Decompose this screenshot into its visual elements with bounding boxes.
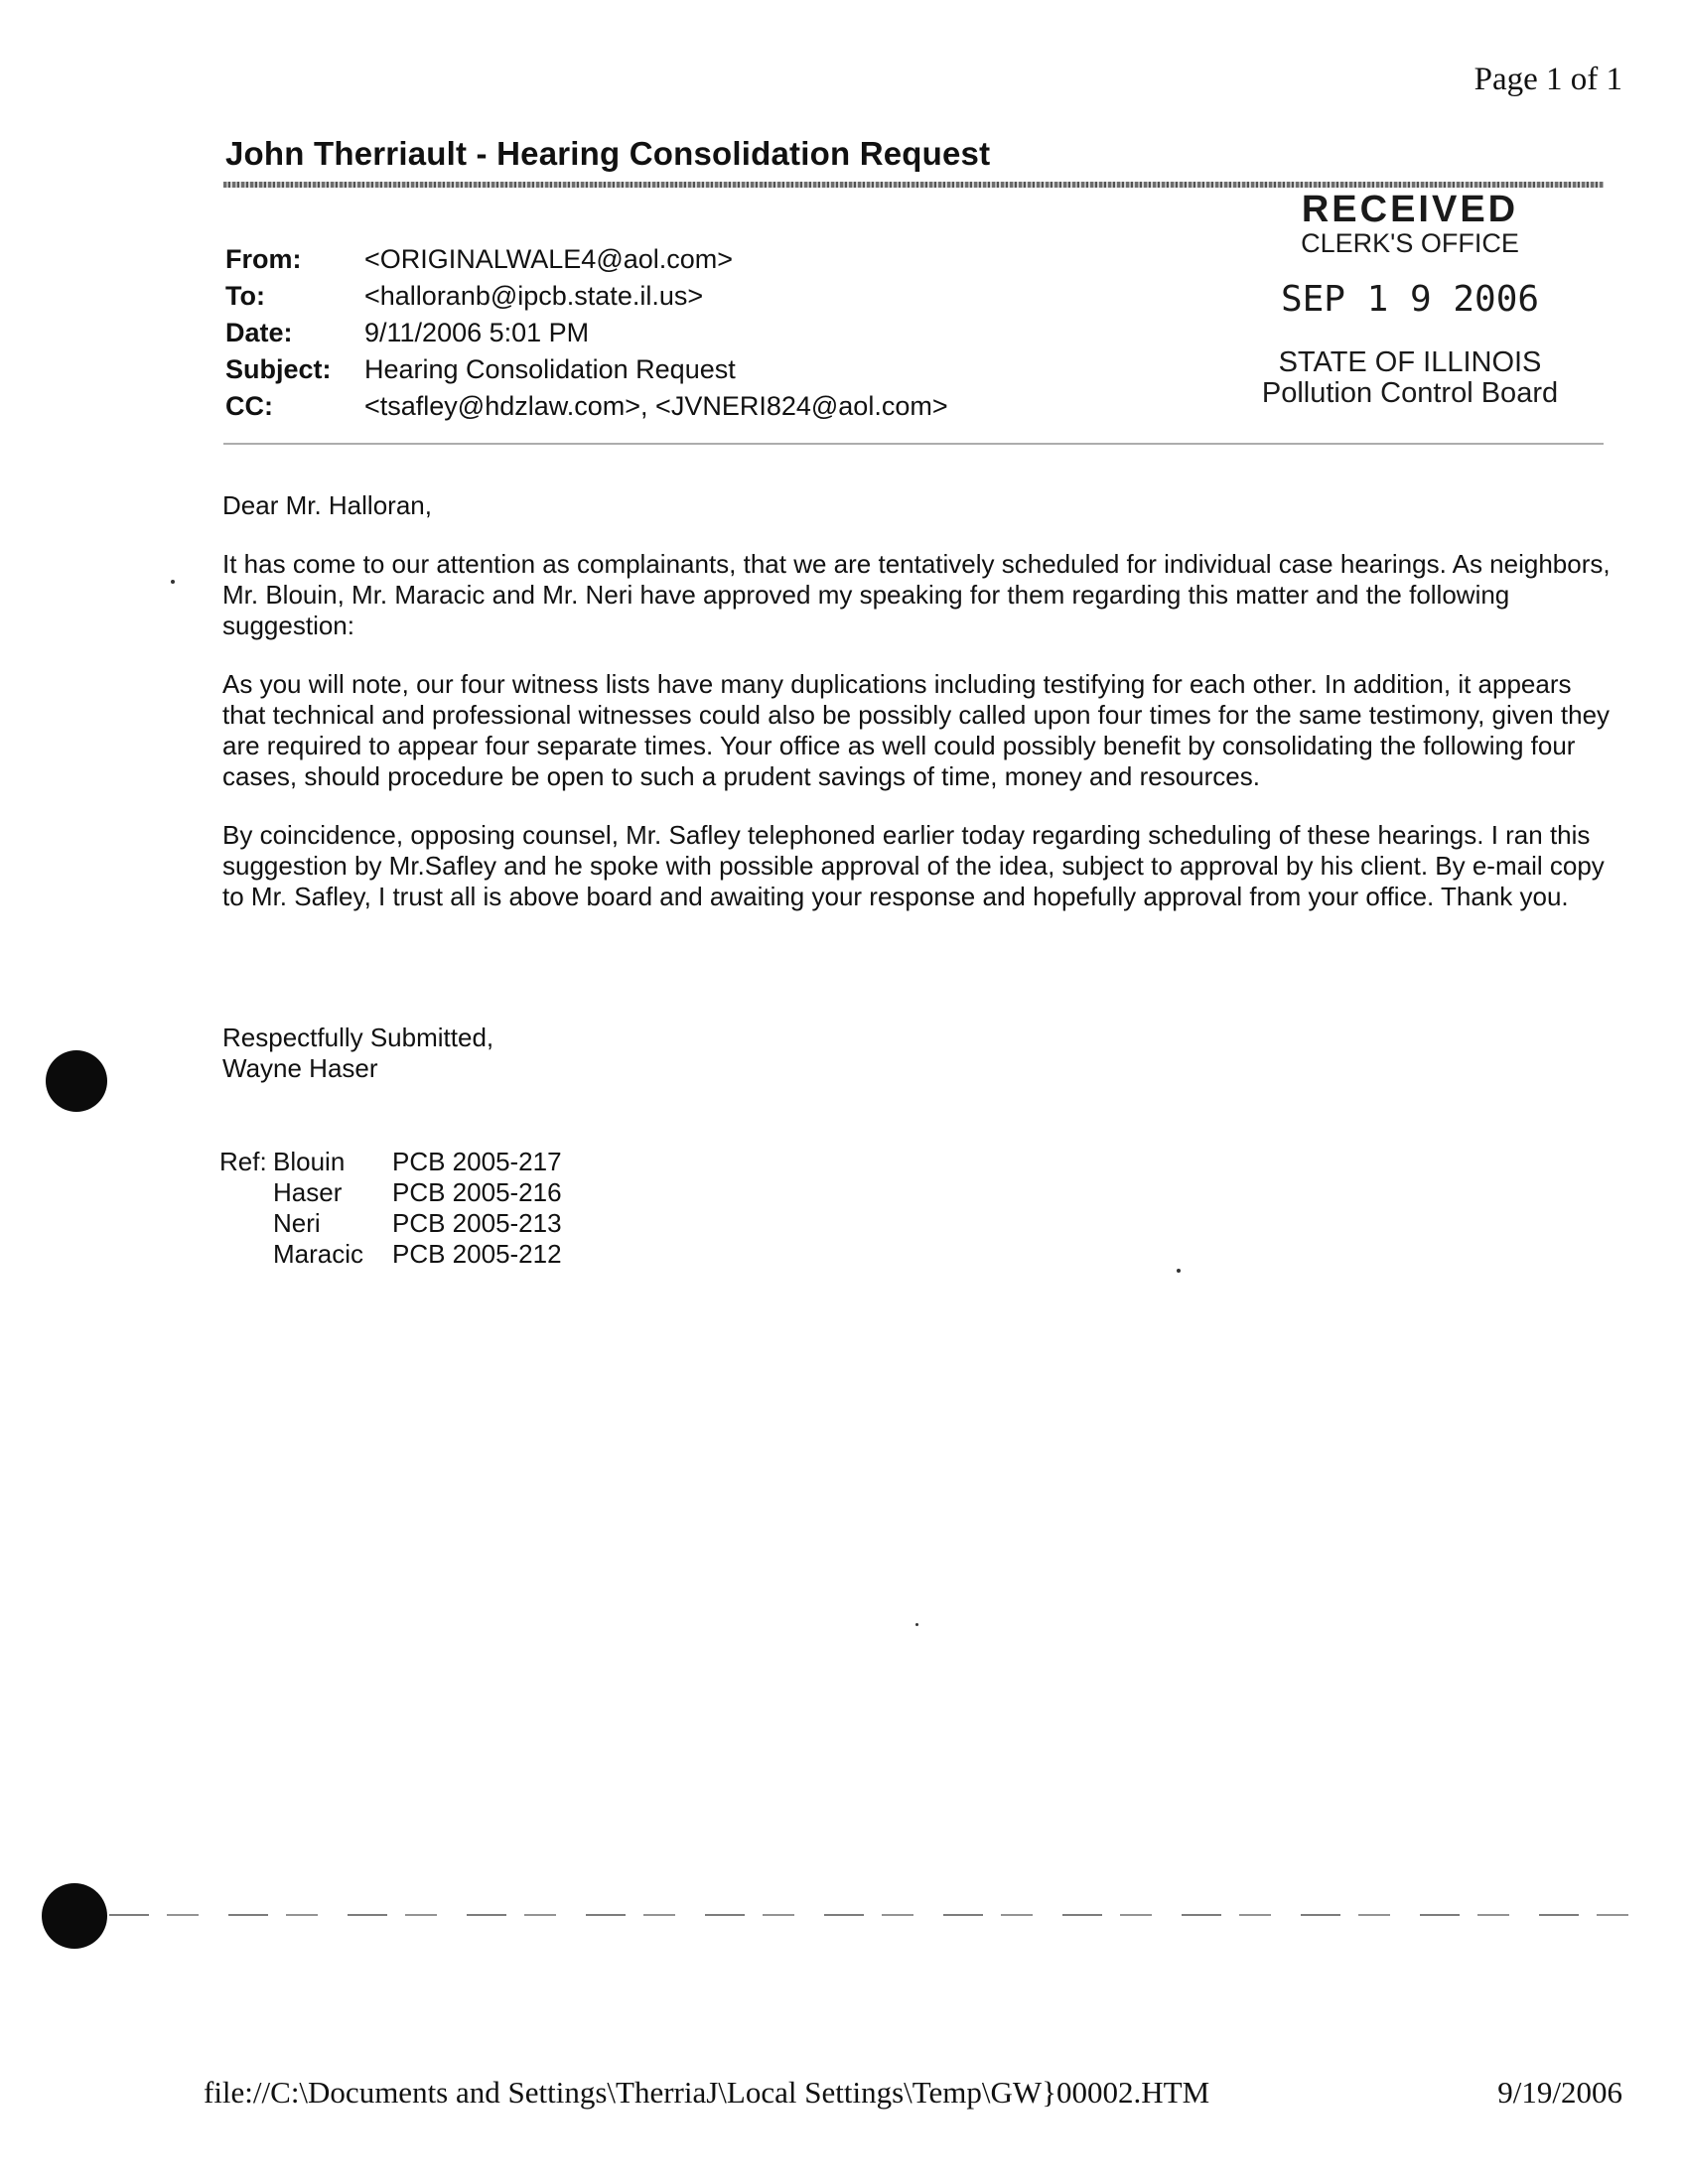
- reference-row: [219, 1147, 562, 1177]
- header-label: To:: [225, 281, 265, 311]
- header-label: CC:: [225, 391, 273, 421]
- header-value: <halloranb@ipcb.state.il.us>: [364, 281, 704, 311]
- footer-file-path: file://C:\Documents and Settings\TherriaJ\Local Settings\Temp\GW}00002.HTM: [204, 2075, 1210, 2110]
- reference-row: [219, 1239, 562, 1270]
- stamp-received: RECEIVED: [1301, 189, 1519, 230]
- ref-case: PCB 2005-216: [392, 1177, 562, 1207]
- email-headers: [225, 244, 948, 428]
- header-value: <tsafley@hdzlaw.com>, <JVNERI824@aol.com>: [364, 391, 948, 421]
- closing-block: [222, 1023, 493, 1084]
- header-cc: [225, 391, 948, 428]
- ref-name: Blouin: [273, 1147, 346, 1176]
- scan-speck: [171, 580, 175, 584]
- stamp-date: SEP 1 9 2006: [1280, 279, 1540, 320]
- header-label: Subject:: [225, 354, 332, 384]
- header-value: <ORIGINALWALE4@aol.com>: [364, 244, 734, 274]
- salutation: Dear Mr. Halloran,: [222, 490, 432, 520]
- ref-prefix: Ref:: [219, 1147, 267, 1176]
- stamp-office: CLERK'S OFFICE: [1301, 228, 1519, 258]
- reference-row: [219, 1177, 562, 1208]
- header-to: [225, 281, 948, 318]
- scan-speck: [1177, 1269, 1181, 1273]
- stamp-board: Pollution Control Board: [1261, 377, 1559, 409]
- punch-hole-mark: [42, 1883, 107, 1949]
- header-rule: [223, 182, 1604, 188]
- ref-name: Maracic: [273, 1239, 364, 1269]
- header-date: [225, 318, 948, 354]
- body-paragraph: As you will note, our four witness lists have many duplications including testifying for each other. In addition, it appears that technical and professional witnesses could also be possibly called upon four times for the same testimony, given they are required to appear four separate times. Your office as well could possibly benefit by consolidating the following four cases, should procedure be open to such a prudent savings of time, money and resources.: [222, 669, 1611, 791]
- page-indicator: Page 1 of 1: [1474, 62, 1622, 97]
- header-value: Hearing Consolidation Request: [364, 354, 736, 384]
- ref-name: Haser: [273, 1177, 343, 1207]
- punch-hole-mark: [46, 1050, 107, 1112]
- header-divider: [223, 443, 1604, 445]
- ref-name: Neri: [273, 1208, 321, 1238]
- scan-speck: [915, 1623, 918, 1626]
- email-body: [222, 490, 1613, 940]
- body-paragraph: It has come to our attention as complainants, that we are tentatively scheduled for individual case hearings. As neighbors, Mr. Blouin, Mr. Maracic and Mr. Neri have approved my speaking for them regarding this matter and the following suggestion:: [222, 549, 1611, 640]
- header-subject: [225, 354, 948, 391]
- closing: Respectfully Submitted,: [222, 1023, 494, 1052]
- signature: Wayne Haser: [222, 1053, 378, 1083]
- ref-case: PCB 2005-213: [392, 1208, 562, 1238]
- received-stamp: [1241, 191, 1579, 409]
- email-title: John Therriault - Hearing Consolidation Request: [225, 135, 991, 172]
- ref-case: PCB 2005-212: [392, 1239, 562, 1269]
- stamp-state: STATE OF ILLINOIS: [1278, 346, 1542, 378]
- scan-dash-line: [109, 1914, 1648, 1916]
- body-paragraph: By coincidence, opposing counsel, Mr. Safley telephoned earlier today regarding scheduling of these hearings. I ran this suggestion by Mr.Safley and he spoke with possible approval of the idea, subject to approval by his client. By e-mail copy to Mr. Safley, I trust all is above board and awaiting your response and hopefully approval from your office. Thank you.: [222, 820, 1605, 911]
- header-label: From:: [225, 244, 302, 274]
- header-from: [225, 244, 948, 281]
- header-label: Date:: [225, 318, 293, 347]
- footer-print-date: 9/19/2006: [1497, 2075, 1622, 2110]
- ref-case: PCB 2005-217: [392, 1147, 562, 1176]
- reference-list: [219, 1147, 562, 1270]
- header-value: 9/11/2006 5:01 PM: [364, 318, 590, 347]
- reference-row: [219, 1208, 562, 1239]
